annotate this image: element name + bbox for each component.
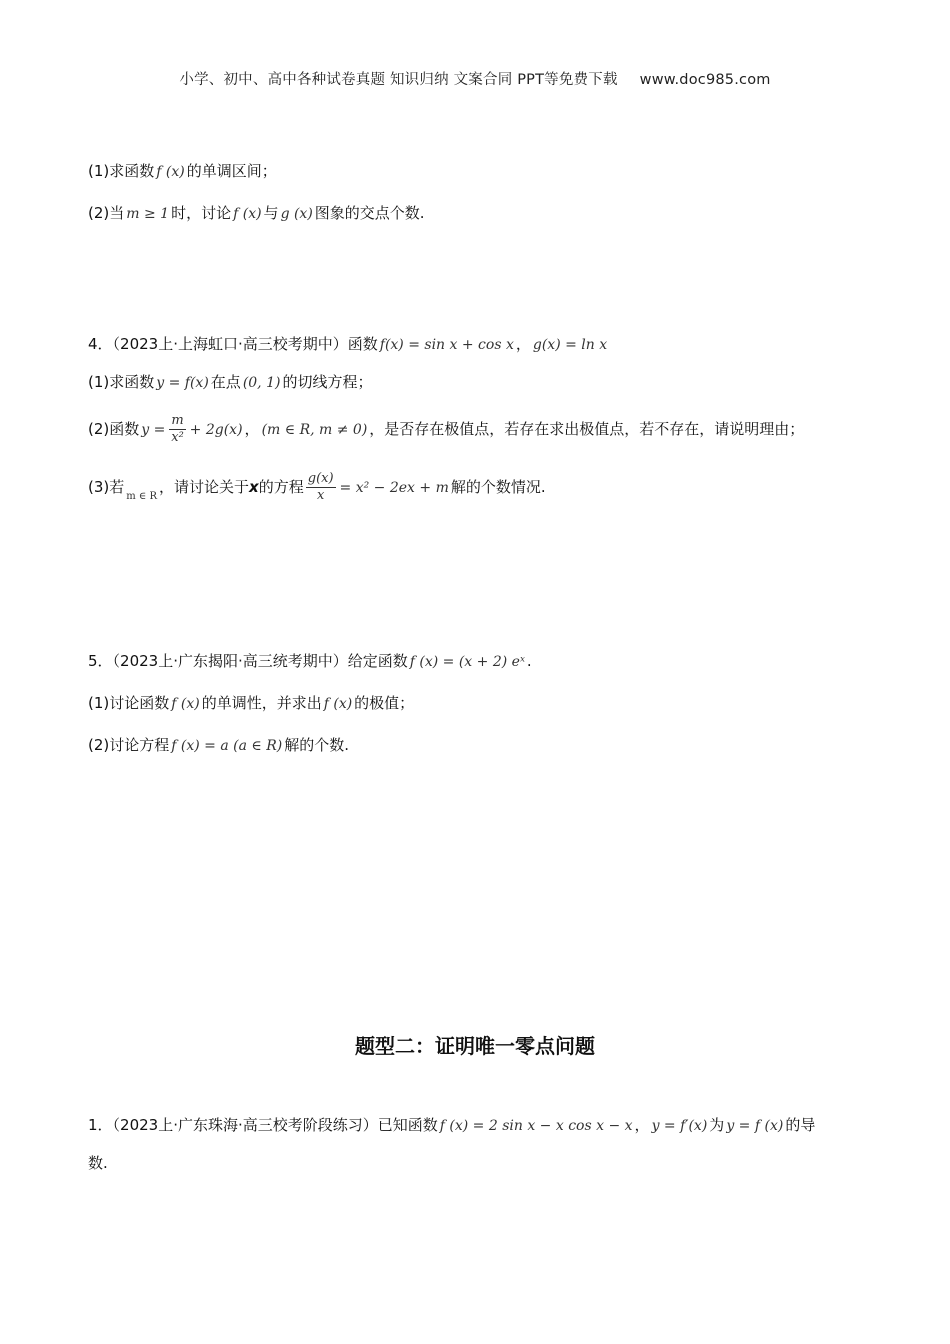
q4-p2-sep: ， <box>244 420 260 438</box>
q5-head-text: 5．（2023上·广东揭阳·高三统考期中）给定函数 <box>88 652 408 670</box>
q5-heading <box>88 650 532 673</box>
q4-p1-formula-1: y = f(x) <box>156 375 209 391</box>
s2q1-head-text: 1．（2023上·广东珠海·高三校考阶段练习）已知函数 <box>88 1116 438 1134</box>
section-title: 题型二：证明唯一零点问题 <box>355 1034 595 1058</box>
header-text: 小学、初中、高中各种试卷真题 知识归纳 文案合同 PPT等免费下载 <box>179 72 618 88</box>
q4-head-text: 4．（2023上·上海虹口·高三校考期中）函数 <box>88 335 378 353</box>
q5-p2-text-end: 解的个数. <box>284 736 349 754</box>
q4-p2-formula-2: (m ∈ R, m ≠ 0) <box>261 422 368 438</box>
q4-p2-formula-tail: + 2g(x) <box>189 422 243 438</box>
q5-p1-text: (1)讨论函数 <box>88 694 170 712</box>
s2q1-head-formula-1: f (x) = 2 sin x − x cos x − x <box>439 1118 633 1134</box>
q3-p2-formula-3: g (x) <box>280 206 313 222</box>
s2q1-head-formula-2: y = f′(x) <box>651 1118 708 1134</box>
q3-p2-text-end: 图象的交点个数. <box>314 204 425 222</box>
q3-p2-formula-1: m ≥ 1 <box>126 206 170 222</box>
q4-p3-text: (3)若 <box>88 478 125 496</box>
q5-p1-text-2: 的单调性，并求出 <box>201 694 322 712</box>
q4-p2-fraction <box>169 413 185 446</box>
q4-part2 <box>88 411 804 448</box>
q3-p2-text-3: 与 <box>263 204 279 222</box>
q4-p2-formula-lead: y = <box>141 422 166 438</box>
q4-head-formula-1: f(x) = sin x + cos x <box>379 337 514 353</box>
q4-p1-text-end: 的切线方程； <box>282 373 373 391</box>
q4-p2-text: (2)函数 <box>88 420 140 438</box>
q3-p2-formula-2: f (x) <box>233 206 262 222</box>
q5-p2-formula: f (x) = a (a ∈ R) <box>171 738 283 754</box>
q4-p3-text-3: 的方程 <box>258 478 304 496</box>
q3-p1-text: (1)求函数 <box>88 162 155 180</box>
s2q1-head-formula-3: y = f (x) <box>726 1118 784 1134</box>
q3-p1-text-end: 的单调区间； <box>186 162 277 180</box>
q4-p2-text-end: ，是否存在极值点，若存在求出极值点，若不存在，请说明理由； <box>369 420 805 438</box>
q4-p3-fraction-denominator: x <box>316 488 325 503</box>
s2q1-head-text-end: 的导 <box>785 1116 816 1134</box>
q4-p3-condition: m ∈ R <box>126 491 158 502</box>
q5-p2-text: (2)讨论方程 <box>88 736 170 754</box>
q4-p3-text-end: 解的个数情况. <box>450 478 546 496</box>
q4-p2-fraction-denominator: x² <box>171 430 184 445</box>
s2q1-head-sep: ， <box>634 1116 650 1134</box>
q5-p1-formula-1: f (x) <box>171 696 200 712</box>
s2q1-head-text-2: 为 <box>709 1116 725 1134</box>
q5-head-formula: f (x) = (x + 2) eˣ <box>409 654 525 670</box>
q5-p1-text-end: 的极值； <box>354 694 415 712</box>
q5-head-end: . <box>526 652 532 670</box>
q4-p1-text: (1)求函数 <box>88 373 155 391</box>
s2q1-heading <box>88 1114 815 1137</box>
q5-p1-formula-2: f (x) <box>323 696 353 712</box>
q5-part2 <box>88 734 349 757</box>
q4-head-sep: ， <box>515 335 531 353</box>
q4-p3-fraction-numerator: g(x) <box>307 471 334 486</box>
q4-part1 <box>88 371 372 394</box>
q4-head-formula-2: g(x) = ln x <box>532 337 608 353</box>
q4-p1-text-2: 在点 <box>210 373 241 391</box>
q4-heading <box>88 333 609 356</box>
q3-p2-text-2: 时，讨论 <box>171 204 232 222</box>
q3-p1-formula: f (x) <box>156 164 185 180</box>
q4-p1-formula-2: (0, 1) <box>242 375 281 391</box>
s2q1-heading-cont <box>88 1152 108 1174</box>
q4-part3 <box>88 469 546 508</box>
s2q1-head-continuation: 数. <box>88 1154 108 1172</box>
q4-p3-fraction <box>306 471 336 504</box>
q3-part2 <box>88 202 425 225</box>
q4-p3-formula: = x² − 2ex + m <box>339 480 449 496</box>
q4-p3-variable: x <box>249 478 259 496</box>
q4-p3-text-2: ，请讨论关于 <box>159 478 250 496</box>
q5-part1 <box>88 692 414 715</box>
page-header <box>0 68 950 89</box>
q3-part1 <box>88 160 277 183</box>
header-site: www.doc985.com <box>639 72 771 88</box>
q3-p2-text: (2)当 <box>88 204 125 222</box>
q4-p2-fraction-numerator: m <box>171 413 184 428</box>
